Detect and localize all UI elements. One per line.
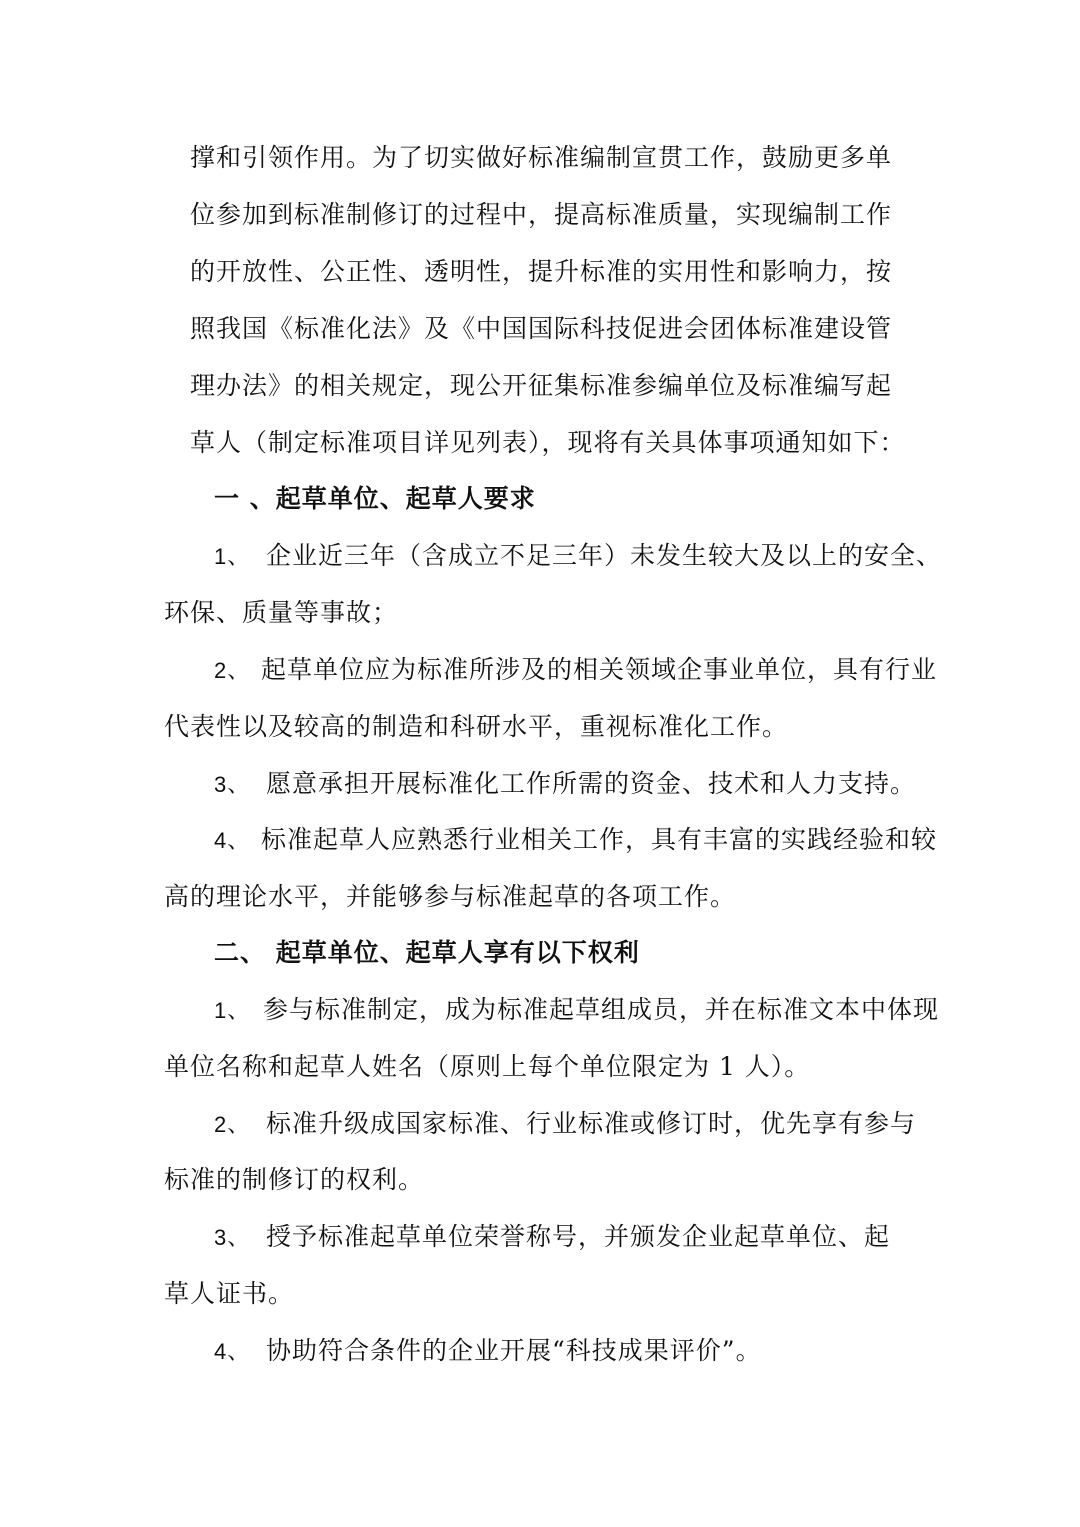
intro-line-1: 撑和引领作用。为了切实做好标准编制宣贯工作，鼓励更多单 bbox=[190, 143, 893, 172]
intro-line-4: 照我国《标准化法》及《中国国际科技促进会团体标准建设管 bbox=[190, 314, 893, 343]
section-1-item-4 bbox=[214, 824, 937, 857]
item-text: 起草单位应为标准所涉及的相关领域企事业单位，具有行业 bbox=[261, 655, 938, 684]
intro-line-6: 草人（制定标准项目详见列表），现将有关具体事项通知如下： bbox=[190, 428, 906, 457]
section-2-item-2-continued: 标准的制修订的权利。 bbox=[164, 1165, 425, 1194]
section-2-item-1 bbox=[214, 994, 939, 1027]
item-number: 4、 bbox=[214, 828, 251, 853]
item-text: 标准升级成国家标准、行业标准或修订时，优先享有参与 bbox=[266, 1109, 917, 1138]
item-number: 3、 bbox=[214, 772, 251, 797]
intro-line-3: 的开放性、公正性、透明性，提升标准的实用性和影响力，按 bbox=[190, 257, 893, 286]
section-2-item-3 bbox=[214, 1221, 890, 1254]
section-1-item-4-continued: 高的理论水平，并能够参与标准起草的各项工作。 bbox=[164, 882, 737, 911]
section-2-item-3-continued: 草人证书。 bbox=[164, 1279, 295, 1308]
section-1-item-1 bbox=[214, 540, 942, 573]
section-1-item-1-continued: 环保、质量等事故； bbox=[164, 598, 399, 627]
item-number: 4、 bbox=[214, 1339, 251, 1364]
item-number: 1、 bbox=[214, 998, 251, 1023]
section-1-item-2 bbox=[214, 654, 937, 687]
intro-line-5: 理办法》的相关规定，现公开征集标准参编单位及标准编写起 bbox=[190, 371, 893, 400]
item-number: 2、 bbox=[214, 1112, 251, 1137]
section-2-item-2 bbox=[214, 1108, 916, 1141]
section-1-heading: 一 、起草单位、起草人要求 bbox=[214, 484, 536, 513]
intro-line-2: 位参加到标准制修订的过程中，提高标准质量，实现编制工作 bbox=[190, 200, 893, 229]
item-number: 1、 bbox=[214, 544, 251, 569]
item-number: 2、 bbox=[214, 658, 251, 683]
item-text: 参与标准制定，成为标准起草组成员，并在标准文本中体现 bbox=[263, 995, 940, 1024]
section-1-item-2-continued: 代表性以及较高的制造和科研水平，重视标准化工作。 bbox=[164, 712, 789, 741]
section-1-item-3 bbox=[214, 768, 916, 801]
section-2-heading: 二、 起草单位、起草人享有以下权利 bbox=[214, 938, 640, 967]
item-text: 标准起草人应熟悉行业相关工作，具有丰富的实践经验和较 bbox=[261, 825, 938, 854]
item-text: 协助符合条件的企业开展“科技成果评价”。 bbox=[266, 1336, 762, 1365]
section-2-item-4 bbox=[214, 1335, 762, 1368]
item-text: 授予标准起草单位荣誉称号，并颁发企业起草单位、起 bbox=[266, 1222, 891, 1251]
section-2-item-1-continued: 单位名称和起草人姓名（原则上每个单位限定为 1 人）。 bbox=[164, 1052, 811, 1081]
item-text: 企业近三年（含成立不足三年）未发生较大及以上的安全、 bbox=[266, 541, 943, 570]
item-text: 愿意承担开展标准化工作所需的资金、技术和人力支持。 bbox=[266, 769, 917, 798]
item-number: 3、 bbox=[214, 1225, 251, 1250]
